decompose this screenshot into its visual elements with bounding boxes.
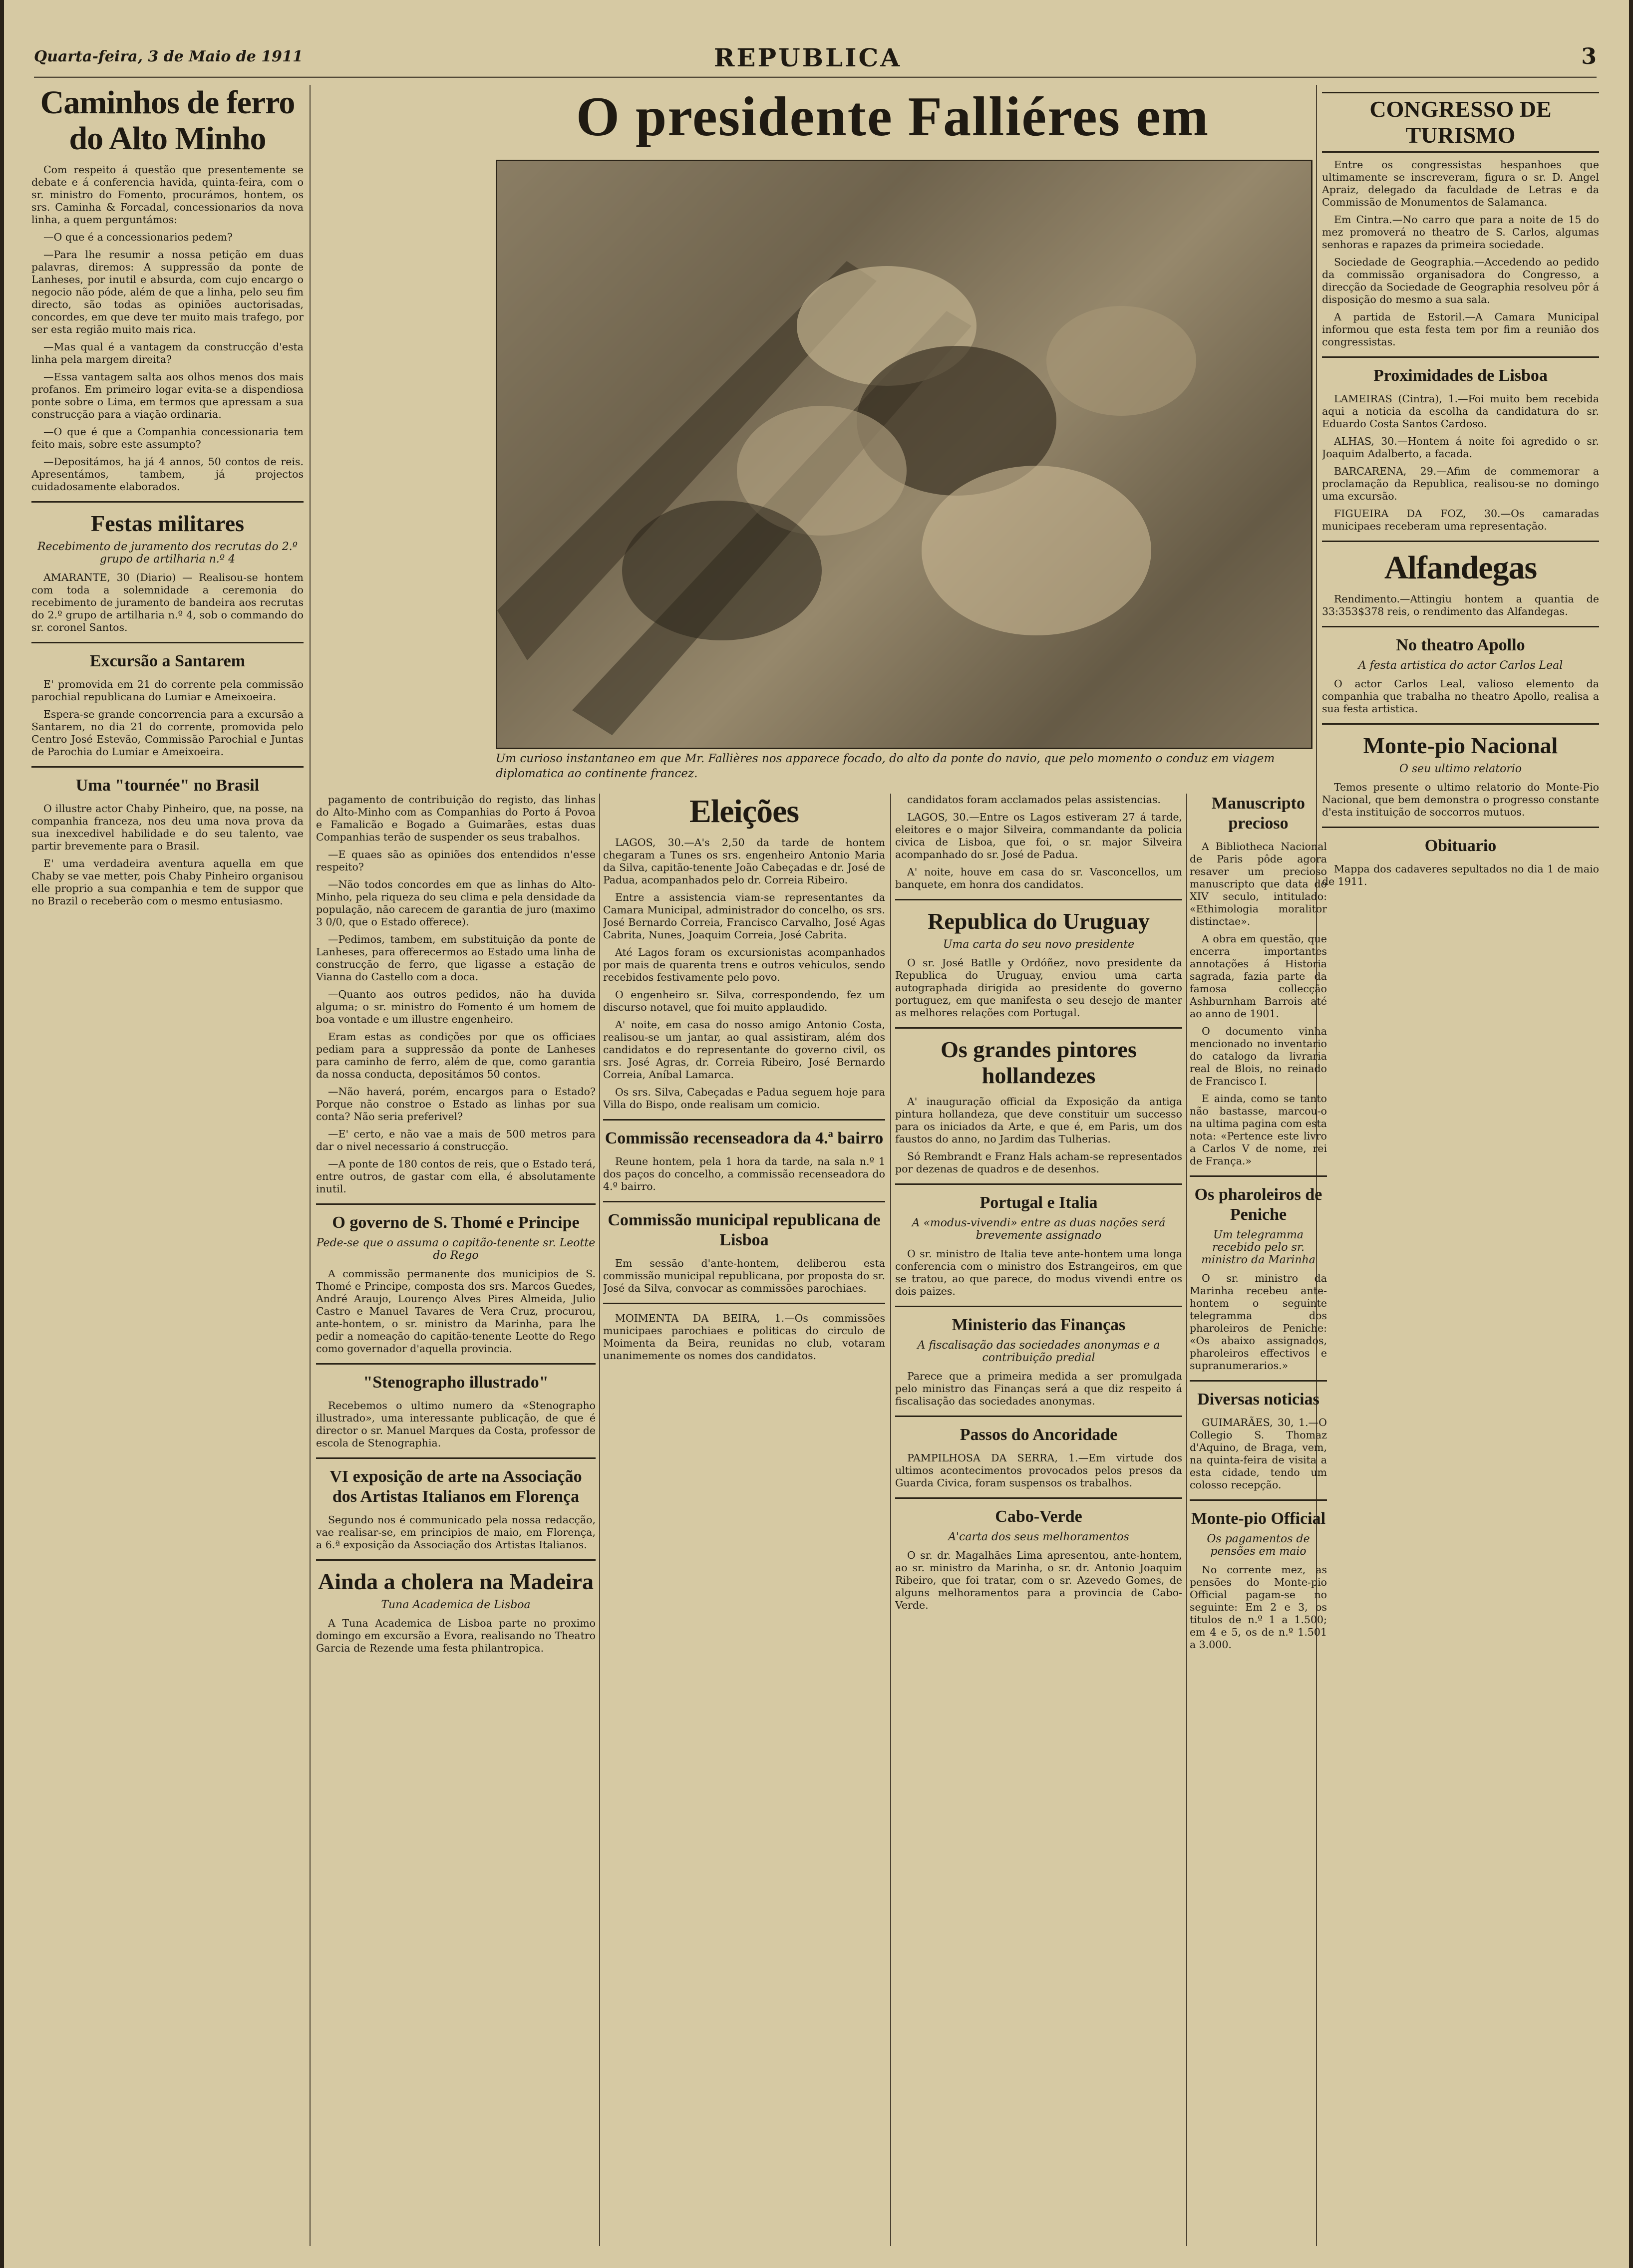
article-subtitle: A'carta dos seus melhoramentos xyxy=(948,1531,1129,1543)
article-subtitle: Pede-se que o assuma o capitão-tenente sr. Leotte do Rego xyxy=(316,1237,596,1262)
divider xyxy=(316,1203,596,1205)
paragraph: AMARANTE, 30 (Diario) — Realisou-se hontem com toda a solemnidade a ceremonia do recebimento de juramento de bandeira aos recrutas do 2.º grupo de artilharia n.º 4, sob o commando do sr. coronel Santos. xyxy=(31,571,304,633)
paragraph: A' inauguração official da Exposição da antiga pintura hollandeza, que deve constituir um successo para os iniciados da Arte, e que é, em Paris, um dos faustos do anno, no Jardim das Tulherias. xyxy=(895,1096,1182,1145)
main-headline: O presidente Falliéres em xyxy=(576,86,1210,148)
article-subtitle: Um telegramma recebido pelo sr. ministro da Marinha xyxy=(1201,1229,1315,1266)
article-title: Commissão municipal republicana de Lisboa xyxy=(608,1211,881,1249)
paragraph: Entre a assistencia viam-se representantes da Camara Municipal, administrador do concelho, os srs. José Bernardo Correia, Francisco Carvalho, José Agas Cabrita, Nunes, Joaquim Correia, José Cabrita. xyxy=(603,891,885,941)
paragraph: —O que é a concessionarios pedem? xyxy=(43,231,233,243)
column-3 xyxy=(603,794,885,2246)
divider xyxy=(1190,1499,1327,1501)
article-title: O governo de S. Thomé e Principe xyxy=(332,1213,580,1232)
article-title: Festas militares xyxy=(90,511,245,536)
divider xyxy=(31,766,304,768)
article-title: Os grandes pintores hollandezes xyxy=(941,1037,1137,1088)
article-subtitle: O seu ultimo relatorio xyxy=(1399,763,1522,775)
divider xyxy=(895,1497,1182,1499)
article-title: Republica do Uruguay xyxy=(928,908,1150,934)
divider xyxy=(1322,723,1599,725)
divider xyxy=(31,501,304,503)
masthead xyxy=(34,43,1597,78)
paragraph: —O que é que a Companhia concessionaria tem feito mais, sobre este assumpto? xyxy=(31,426,304,450)
divider xyxy=(895,899,1182,900)
article-title: Os pharoleiros de Peniche xyxy=(1194,1185,1322,1224)
paragraph: E' uma verdadeira aventura aquella em que Chaby se vae metter, pois Chaby Pinheiro organisou elle proprio a sua companhia e tem de suppor que no Brazil o receberão com o mesmo entusiasmo. xyxy=(31,857,304,907)
article-title: Ainda a cholera na Madeira xyxy=(318,1569,594,1594)
divider xyxy=(603,1119,885,1121)
divider xyxy=(316,1363,596,1365)
article-title: Eleições xyxy=(689,794,799,830)
divider xyxy=(603,1201,885,1202)
paragraph: —Depositámos, ha já 4 annos, 50 contos de reis. Apresentámos, tambem, já projectos cuidadosamente elaborados. xyxy=(31,456,304,493)
paragraph: A partida de Estoril.—A Camara Municipal informou que esta festa tem por fim a reunião dos congressistas. xyxy=(1322,311,1599,348)
paragraph: A' noite, houve em casa do sr. Vasconcellos, um banquete, em honra dos candidatos. xyxy=(895,866,1182,890)
paragraph: Mappa dos cadaveres sepultados no dia 1 de maio de 1911. xyxy=(1322,863,1599,887)
article-title: VI exposição de arte na Associação dos Artistas Italianos em Florença xyxy=(329,1467,582,1506)
column-4 xyxy=(895,794,1182,2246)
paragraph: Sociedade de Geographia.—Accedendo ao pedido da commissão organisadora do Congresso, a direcção da Sociedade de Geographia resolveu pôr á disposição do mesmo a sua sala. xyxy=(1322,256,1599,305)
paragraph: O sr. ministro da Marinha recebeu ante-hontem o seguinte telegramma dos pharoleiros de Peniche: «Os abaixo assignados, pharoleiros effectivos e supranumerarios.» xyxy=(1190,1272,1327,1372)
paragraph: No corrente mez, as pensões do Monte-pio Official pagam-se no seguinte: Em 2 e 3, os titulos de n.º 1 a 1.500; em 4 e 5, os de n.º 1.501 a 3.000. xyxy=(1190,1564,1327,1651)
paragraph: —Essa vantagem salta aos olhos menos dos mais profanos. Em primeiro logar evita-se a dispendiosa ponte sobre o Lima, em termos que apressam a sua construcção para a viação ordinaria. xyxy=(31,371,304,420)
article-subtitle: A festa artistica do actor Carlos Leal xyxy=(1358,659,1563,672)
paragraph: —A ponte de 180 contos de reis, que o Estado terá, entre outros, de gastar com ella, é absolutamente inutil. xyxy=(316,1158,596,1195)
paragraph: O documento vinha mencionado no inventario do catalogo da livraria real de Blois, no reinado de Francisco I. xyxy=(1190,1025,1327,1087)
article-title: Proximidades de Lisboa xyxy=(1373,366,1548,385)
article-subtitle: Tuna Academica de Lisboa xyxy=(381,1599,531,1611)
issue-date: Quarta-feira, 3 de Maio de 1911 xyxy=(34,48,303,65)
divider xyxy=(1322,356,1599,358)
paragraph: Até Lagos foram os excursionistas acompanhados por mais de quarenta trens e outros vehiculos, sendo recebidos festivamente pelo povo. xyxy=(603,946,885,983)
paragraph: Parece que a primeira medida a ser promulgada pelo ministro das Finanças será a que diz respeito á fiscalisação das sociedades anonymas. xyxy=(895,1370,1182,1407)
paragraph: —E' certo, e não vae a mais de 500 metros para dar o nivel necessario á construcção. xyxy=(316,1128,596,1152)
column-rule xyxy=(310,85,311,2246)
article-subtitle: A fiscalisação das sociedades anonymas e a contribuição predial xyxy=(917,1339,1160,1364)
paragraph: —Mas qual é a vantagem da construcção d'esta linha pela margem direita? xyxy=(31,341,304,365)
article-title: Manuscripto precioso xyxy=(1212,794,1305,833)
divider xyxy=(1322,541,1599,542)
paragraph: BARCARENA, 29.—Afim de commemorar a proclamação da Republica, realisou-se no domingo uma excursão. xyxy=(1322,465,1599,502)
paragraph: candidatos foram acclamados pelas assistencias. xyxy=(907,794,1161,806)
paragraph: Recebemos o ultimo numero da «Stenographo illustrado», uma interessante publicação, de que é director o sr. Manuel Marques da Costa, professor de escola de Stenographia. xyxy=(316,1400,596,1449)
paragraph: A' noite, em casa do nosso amigo Antonio Costa, realisou-se um jantar, ao qual assistiram, além dos candidatos e do representante do governo civil, os srs. José Agras, dr. Correia Ribeiro, José Bernardo Correia, Aníbal Lamarca. xyxy=(603,1019,885,1081)
paragraph: GUIMARÃES, 30, 1.—O Collegio S. Thomaz d'Aquino, de Braga, vem, na quinta-feira de visita a esta cidade, tendo um colosso recepção. xyxy=(1190,1417,1327,1491)
article-subtitle: Recebimento de juramento dos recrutas do 2.º grupo de artilharia n.º 4 xyxy=(37,541,298,566)
paragraph: —Não haverá, porém, encargos para o Estado? Porque não constroe o Estado as linhas por sua conta? Não seria preferivel? xyxy=(316,1086,596,1123)
article-title: "Stenographo illustrado" xyxy=(363,1373,549,1392)
column-rule xyxy=(1186,794,1187,2246)
article-title: Ministerio das Finanças xyxy=(952,1316,1126,1334)
divider xyxy=(316,1457,596,1459)
paragraph: O illustre actor Chaby Pinheiro, que, na posse, na companhia franceza, nos deu uma nova prova da sua inexcedivel habilidade e do seu talento, vae partir brevemente para o Brasil. xyxy=(31,803,304,852)
article-title: Monte-pio Official xyxy=(1191,1509,1326,1528)
article-title: No theatro Apollo xyxy=(1396,636,1525,654)
paragraph: PAMPILHOSA DA SERRA, 1.—Em virtude dos ultimos acontecimentos provocados pelos presos da Guarda Civica, foram suspensos os trabalhos. xyxy=(895,1452,1182,1489)
paragraph: Eram estas as condições por que os officiaes pediam para a suppressão da ponte de Lanheses para caminho de ferro, além de que, como garantia da nossa conducta, depositámos 50 contos. xyxy=(316,1031,596,1080)
paragraph: Só Rembrandt e Franz Hals acham-se representados por dezenas de quadros e de desenhos. xyxy=(895,1150,1182,1175)
column-5 xyxy=(1190,794,1327,2246)
column-2 xyxy=(316,794,596,2246)
paragraph: A commissão permanente dos municipios de S. Thomé e Principe, composta dos srs. Marcos Guedes, André Araujo, Lourenço Alves Pires Almeida, Julio Castro e Manuel Tavares de Vera Cruz, procurou, ante-hontem, o sr. ministro da Marinha, para lhe pedir a nomeação do capitão-tenente Leotte do Rego como governador d'aquella provincia. xyxy=(316,1268,596,1355)
article-title: Portugal e Italia xyxy=(980,1193,1098,1212)
column-rule xyxy=(599,794,600,2246)
paragraph: MOIMENTA DA BEIRA, 1.—Os commissões municipaes parochiaes e politicas do circulo de Moimenta da Beira, reunidas no club, votaram unanimemente os nomes dos candidatos. xyxy=(603,1312,885,1362)
photo-caption: Um curioso instantaneo em que Mr. Fallières nos apparece focado, do alto da ponte do navio, que pelo momento o conduz em viagem diplomatica ao continente francez. xyxy=(496,752,1275,780)
paragraph: ALHAS, 30.—Hontem á noite foi agredido o sr. Joaquim Adalberto, a facada. xyxy=(1322,435,1599,460)
paragraph: E ainda, como se tanto não bastasse, marcou-o na ultima pagina com esta nota: «Pertence este livro a Carlos V de nome, rei de França.» xyxy=(1190,1093,1327,1167)
paragraph: Em Cintra.—No carro que para a noite de 15 do mez promoverá no theatro de S. Carlos, algumas senhoras e rapazes da primeira sociedade. xyxy=(1322,214,1599,251)
article-title: Monte-pio Nacional xyxy=(1363,733,1558,758)
paragraph: O sr. ministro de Italia teve ante-hontem uma longa conferencia com o ministro dos Estrangeiros, em que se tratou, ao que parece, do modus vivendi entre os dois paizes. xyxy=(895,1248,1182,1297)
paragraph: LAMEIRAS (Cintra), 1.—Foi muito bem recebida aqui a noticia da escolha da candidatura do sr. Eduardo Costa Santos Cardoso. xyxy=(1322,393,1599,430)
paragraph: —Para lhe resumir a nossa petição em duas palavras, diremos: A suppressão da ponte de Lanheses, por inutil e absurda, com cujo encargo o negocio não póde, além de que a linha, pelo seu fim directo, são todas as opiniões auctorisadas, concordes, em que deve ter muito mais trafego, por ser esta região muito mais rica. xyxy=(31,249,304,335)
article-subtitle: Os pagamentos de pensões em maio xyxy=(1207,1533,1310,1558)
article-title: Diversas noticias xyxy=(1197,1390,1319,1409)
photo-illustration xyxy=(497,161,1311,748)
section-header-box xyxy=(1322,92,1599,153)
paragraph: Reune hontem, pela 1 hora da tarde, na sala n.º 1 dos paços do concelho, a commissão recenseadora do 4.º bairro. xyxy=(603,1155,885,1192)
paragraph: —Quanto aos outros pedidos, não ha duvida alguma; o sr. ministro do Fomento é um homem de boa vontade e um illustre engenheiro. xyxy=(316,988,596,1025)
divider xyxy=(895,1027,1182,1029)
article-subtitle: A «modus-vivendi» entre as duas nações será brevemente assignado xyxy=(912,1217,1166,1242)
paragraph: —Não todos concordes em que as linhas do Alto-Minho, pela riqueza do seu clima e pela densidade da população, não carecem de garantia de juro (maximo 3 0/0, que o Estado offerece). xyxy=(316,878,596,928)
article-subtitle: Uma carta do seu novo presidente xyxy=(943,938,1135,951)
column-rule xyxy=(890,794,891,2246)
fallieres-photo xyxy=(496,160,1312,749)
paragraph: —Pedimos, tambem, em substituição da ponte de Lanheses, para offerecermos ao Estado uma linha de construcção de ferro, que ligasse a estação de Vianna do Castello com a doca. xyxy=(316,933,596,983)
article-title: Excursão a Santarem xyxy=(89,652,246,670)
paragraph: Em sessão d'ante-hontem, deliberou esta commissão municipal republicana, por proposta do sr. José da Silva, convocar as commissões parochiaes. xyxy=(603,1257,885,1294)
paragraph: E' promovida em 21 do corrente pela commissão parochial republicana do Lumiar e Ameixoeira. xyxy=(31,678,304,703)
paragraph: A Bibliotheca Nacional de Paris pôde agora resaver um precioso manuscripto que data do XIV seculo, intitulado: «Ethimologia moralitor distinctae». xyxy=(1190,841,1327,927)
paragraph: Com respeito á questão que presentemente se debate e á conferencia havida, quinta-feira, com o sr. ministro do Fomento, procurámos, hontem, os srs. Caminha & Forcadal, concessionarios da nova linha, a quem perguntámos: xyxy=(31,164,304,226)
paragraph: A obra em questão, que encerra importantes annotações á Historia sagrada, fazia parte da famosa collecção Ashburnham Barrois até ao anno de 1901. xyxy=(1190,933,1327,1020)
article-title: CONGRESSO DE TURISMO xyxy=(1369,96,1552,148)
divider xyxy=(895,1183,1182,1185)
divider xyxy=(1322,626,1599,627)
paragraph: pagamento de contribuição do registo, das linhas do Alto-Minho com as Companhias do Porto á Povoa e Famalicão e Bogado a Guimarães, estas duas Companhias terão de suspender os seus trabalhos. xyxy=(316,794,596,843)
newspaper-title: REPUBLICA xyxy=(713,43,902,72)
paragraph: Rendimento.—Attingiu hontem a quantia de 33:353$378 reis, o rendimento das Alfandegas. xyxy=(1322,593,1599,617)
paragraph: O actor Carlos Leal, valioso elemento da companhia que trabalha no theatro Apollo, realisa a sua festa artistica. xyxy=(1322,678,1599,715)
column-6 xyxy=(1322,85,1599,2246)
article-title: Obituario xyxy=(1424,837,1497,855)
divider xyxy=(603,1303,885,1304)
article-title: Caminhos de ferro do Alto Minho xyxy=(40,85,295,157)
paragraph: O engenheiro sr. Silva, correspondendo, fez um discurso notavel, que foi muito applaudido. xyxy=(603,989,885,1013)
divider xyxy=(1190,1380,1327,1382)
newspaper-page xyxy=(4,0,1629,2268)
article-title: Uma "tournée" no Brasil xyxy=(75,776,260,795)
column-1 xyxy=(31,85,304,2246)
paragraph: Segundo nos é communicado pela nossa redacção, vae realisar-se, em principios de maio, em Florença, a 6.ª exposição da Associação dos Artistas Italianos. xyxy=(316,1514,596,1551)
divider xyxy=(316,1559,596,1561)
paragraph: Os srs. Silva, Cabeçadas e Padua seguem hoje para Villa do Bispo, onde realisam um comicio. xyxy=(603,1086,885,1111)
page-number: 3 xyxy=(1581,44,1597,69)
article-title: Commissão recenseadora da 4.ª bairro xyxy=(605,1129,884,1147)
paragraph: FIGUEIRA DA FOZ, 30.—Os camaradas municipaes receberam uma representação. xyxy=(1322,508,1599,532)
divider xyxy=(895,1416,1182,1417)
paragraph: O sr. dr. Magalhães Lima apresentou, ante-hontem, ao sr. ministro da Marinha, o sr. dr. Antonio Joaquim Ribeiro, que foi tratar, com o sr. Azevedo Gomes, de alguns melhoramentos para a provincia de Cabo-Verde. xyxy=(895,1549,1182,1611)
article-title: Passos do Ancoridade xyxy=(960,1425,1118,1444)
divider xyxy=(895,1306,1182,1307)
paragraph: Temos presente o ultimo relatorio do Monte-Pio Nacional, que bem demonstra o progresso constante d'esta instituição de soccorros mutuos. xyxy=(1322,781,1599,818)
paragraph: —E quaes são as opiniões dos entendidos n'esse respeito? xyxy=(316,849,596,873)
paragraph: LAGOS, 30.—Entre os Lagos estiveram 27 á tarde, eleitores e o major Silveira, commandante da policia civica de Lisboa, que foi, o sr. major Silveira acompanhado do sr. José de Padua. xyxy=(895,811,1182,860)
article-title: Cabo-Verde xyxy=(995,1507,1082,1526)
paragraph: A Tuna Academica de Lisboa parte no proximo domingo em excursão a Evora, realisando no Theatro Garcia de Rezende uma festa philantropica. xyxy=(316,1617,596,1654)
article-title: Alfandegas xyxy=(1384,550,1537,586)
paragraph: Entre os congressistas hespanhoes que ultimamente se inscreveram, figura o sr. D. Angel Apraiz, delegado da faculdade de Letras e da Commissão de Monumentos de Salamanca. xyxy=(1322,159,1599,208)
divider xyxy=(1322,827,1599,828)
paragraph: O sr. José Batlle y Ordóñez, novo presidente da Republica do Uruguay, enviou uma carta autographada dirigida ao presidente do governo portuguez, em que manifesta o seu desejo de manter as melhores relações com Portugal. xyxy=(895,957,1182,1019)
divider xyxy=(1190,1175,1327,1177)
paragraph: LAGOS, 30.—A's 2,50 da tarde de hontem chegaram a Tunes os srs. engenheiro Antonio Maria da Silva, capitão-tenente João Cabeçadas e dr. José de Padua, acompanhados pelo dr. Correia Ribeiro. xyxy=(603,837,885,886)
divider xyxy=(31,642,304,643)
paragraph: Espera-se grande concorrencia para a excursão a Santarem, no dia 21 do corrente, promovida pelo Centro José Estevão, Commissão Parochial e Juntas de Parochia do Lumiar e Ameixoeira. xyxy=(31,708,304,758)
